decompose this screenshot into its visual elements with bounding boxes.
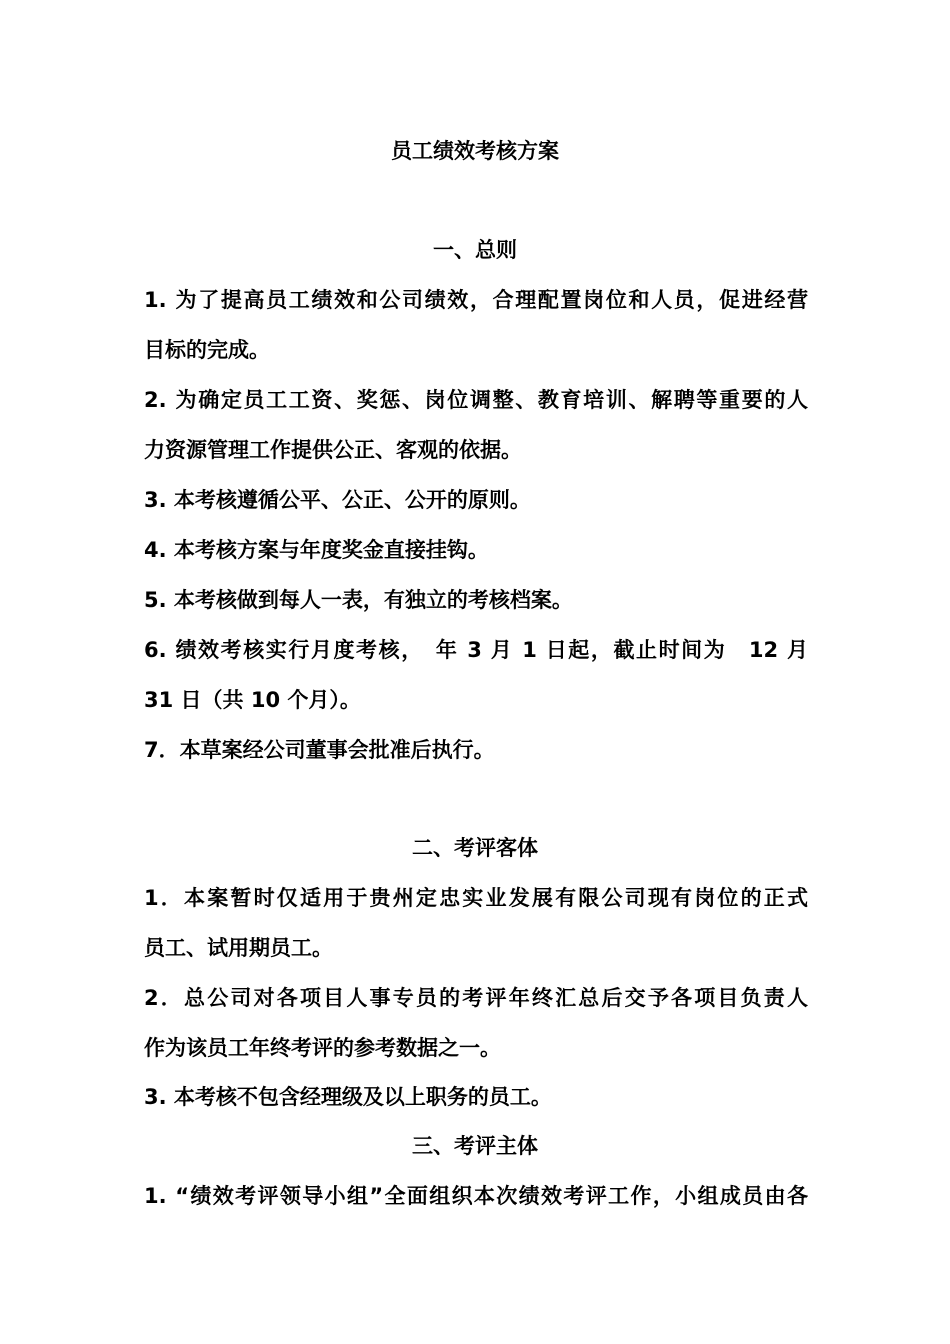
paragraph bbox=[144, 525, 808, 575]
paragraph bbox=[144, 1072, 808, 1122]
paragraph-line: 3. 本考核不包含经理级及以上职务的员工。 bbox=[144, 1085, 552, 1109]
paragraph-line: 3. 本考核遵循公平、公正、公开的原则。 bbox=[144, 488, 531, 512]
paragraph bbox=[144, 275, 808, 375]
paragraph-line: 2. 为确定员工工资、奖惩、岗位调整、教育培训、解聘等重要的人 bbox=[144, 388, 808, 412]
section-heading-evaluation-subject: 三、考评主体 bbox=[412, 1134, 538, 1158]
paragraph-line: 力资源管理工作提供公正、客观的依据。 bbox=[144, 438, 522, 462]
paragraph-line: 4. 本考核方案与年度奖金直接挂钩。 bbox=[144, 538, 489, 562]
paragraph-line: 6. 绩效考核实行月度考核， 年 3 月 1 日起，截止时间为 12 月 bbox=[144, 638, 808, 662]
paragraph-line: 1．本案暂时仅适用于贵州定忠实业发展有限公司现有岗位的正式 bbox=[144, 886, 808, 910]
paragraph bbox=[144, 375, 808, 475]
document-title: 员工绩效考核方案 bbox=[391, 139, 559, 163]
section-heading-general: 一、总则 bbox=[433, 238, 517, 262]
paragraph-line: 1. 为了提高员工绩效和公司绩效，合理配置岗位和人员，促进经营 bbox=[144, 288, 808, 312]
paragraph-line: 1. “绩效考评领导小组”全面组织本次绩效考评工作，小组成员由各 bbox=[144, 1184, 808, 1208]
paragraph-line: 5. 本考核做到每人一表，有独立的考核档案。 bbox=[144, 588, 573, 612]
paragraph bbox=[144, 873, 808, 973]
section-heading-evaluation-object: 二、考评客体 bbox=[412, 836, 538, 860]
paragraph bbox=[144, 475, 808, 525]
paragraph bbox=[144, 625, 808, 725]
paragraph bbox=[144, 973, 808, 1073]
paragraph-line: 2．总公司对各项目人事专员的考评年终汇总后交予各项目负责人 bbox=[144, 986, 808, 1010]
paragraph-line: 目标的完成。 bbox=[144, 338, 270, 362]
paragraph bbox=[144, 575, 808, 625]
paragraph bbox=[144, 1171, 808, 1221]
paragraph bbox=[144, 725, 808, 775]
paragraph-line: 作为该员工年终考评的参考数据之一。 bbox=[144, 1036, 501, 1060]
paragraph-line: 7．本草案经公司董事会批准后执行。 bbox=[144, 738, 495, 762]
paragraph-line: 31 日（共 10 个月）。 bbox=[144, 688, 361, 712]
paragraph-line: 员工、试用期员工。 bbox=[144, 936, 333, 960]
